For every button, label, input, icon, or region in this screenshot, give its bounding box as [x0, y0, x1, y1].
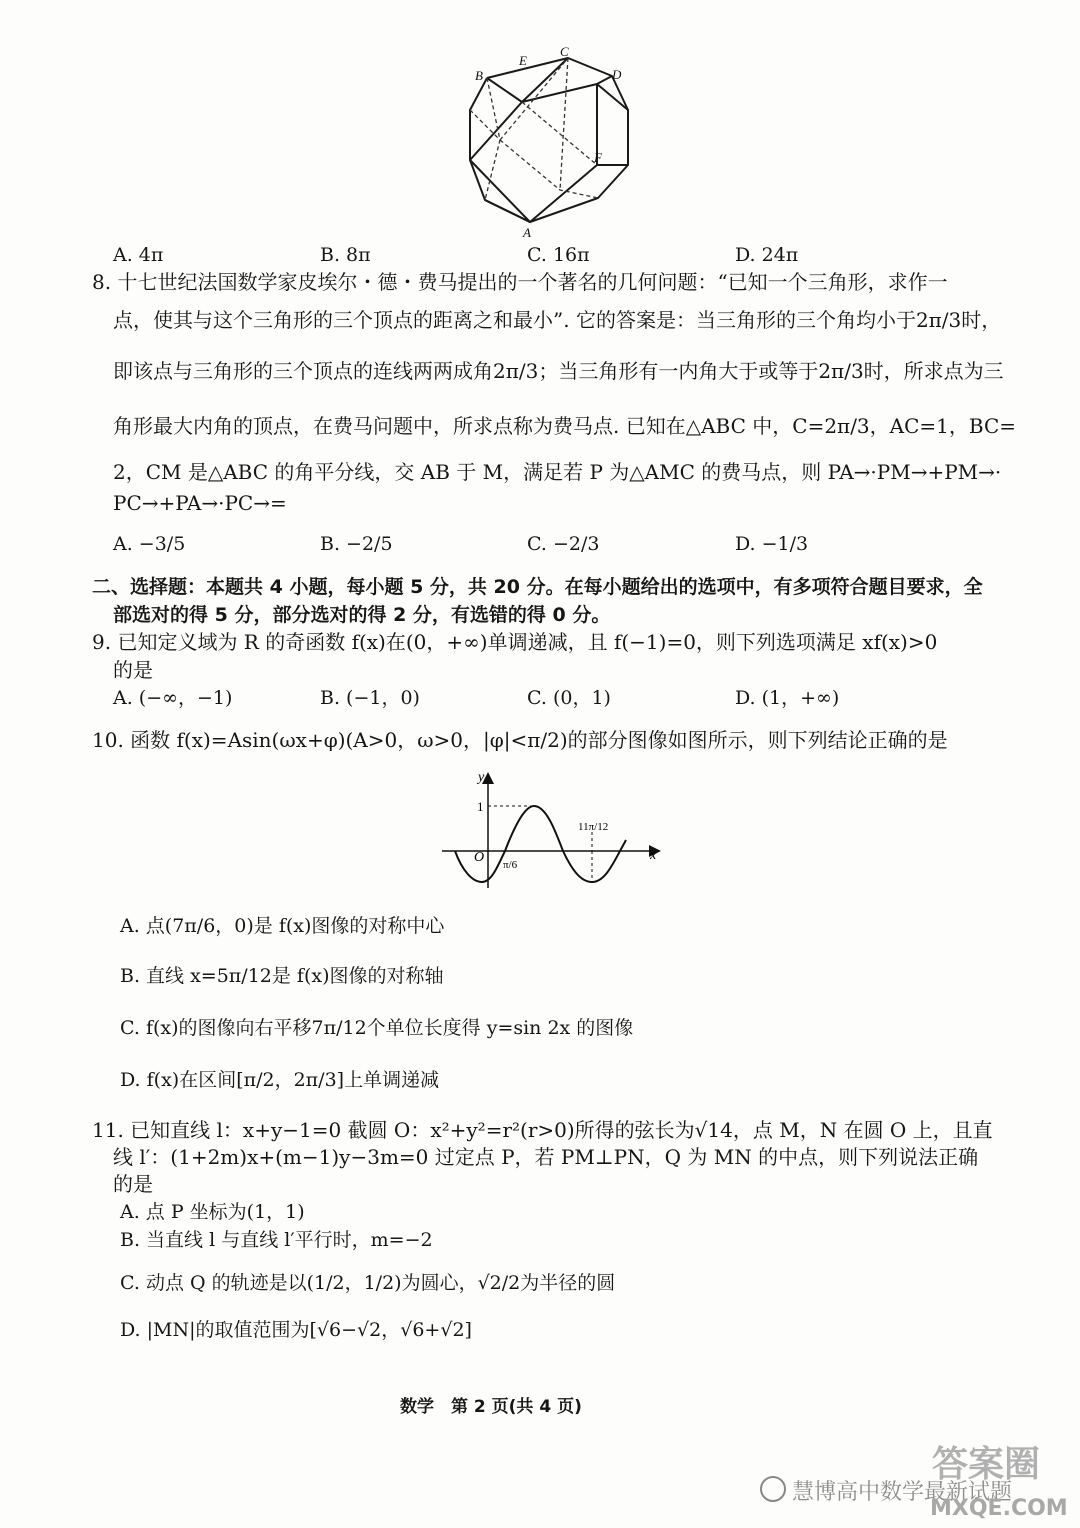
q11-option-d: D. |MN|的取值范围为[√6−√2，√6+√2] [120, 1319, 472, 1341]
q8-line-6: PC→+PA→·PC→= [113, 491, 287, 515]
vertex-label-a: A [523, 225, 531, 240]
q7-option-a: A. 4π [113, 244, 164, 266]
q9-option-c: C. (0，1) [527, 687, 611, 709]
q9-line-2: 的是 [113, 658, 153, 682]
q10-option-d: D. f(x)在区间[π/2，2π/3]上单调递减 [120, 1069, 440, 1091]
sine-curve [455, 806, 626, 882]
q9-line-1: 9. 已知定义域为 R 的奇函数 f(x)在(0，+∞)单调递减，且 f(−1)=0，则下列选项满足 xf(x)>0 [92, 630, 938, 654]
q8-line-4: 角形最大内角的顶点，在费马问题中，所求点称为费马点. 已知在△ABC 中，C=2π/3，AC=1，BC= [113, 414, 1017, 438]
q9-option-d: D. (1，+∞) [735, 687, 840, 709]
q7-option-c: C. 16π [527, 244, 590, 266]
origin-label: O [474, 850, 485, 865]
q11-option-a: A. 点 P 坐标为(1，1) [120, 1201, 305, 1223]
q8-option-d: D. −1/3 [735, 533, 809, 555]
q11-line-3: 的是 [113, 1172, 153, 1196]
page-footer: 数学 第 2 页(共 4 页) [400, 1397, 582, 1417]
q11-line-2: 线 l′：(1+2m)x+(m−1)y−3m=0 过定点 P，若 PM⊥PN，Q 为 MN 的中点，则下列说法正确 [113, 1145, 979, 1169]
q10-option-c: C. f(x)的图像向右平移7π/12个单位长度得 y=sin 2x 的图像 [120, 1017, 634, 1039]
polyhedron-figure [455, 40, 640, 240]
watermark-site: MXQE.COM [930, 1496, 1068, 1521]
q9-option-a: A. (−∞，−1) [113, 687, 233, 709]
watermark-logo: 答案圈 [932, 1444, 1041, 1485]
vertex-label-d: D [612, 67, 622, 82]
section-2-heading-line-2: 部选对的得 5 分，部分选对的得 2 分，有选错的得 0 分。 [113, 604, 611, 626]
watermark-badge-icon [760, 1476, 786, 1502]
q11-option-b: B. 当直线 l 与直线 l′平行时，m=−2 [120, 1229, 433, 1251]
vertex-label-e: E [519, 53, 527, 68]
q10-stem: 10. 函数 f(x)=Asin(ωx+φ)(A>0，ω>0，|φ|<π/2)的部分图像如图所示，则下列结论正确的是 [92, 728, 948, 752]
q8-line-1: 8. 十七世纪法国数学家皮埃尔・德・费马提出的一个著名的几何问题：“已知一个三角形，求作一 [92, 270, 948, 294]
vertex-label-f: F [594, 150, 602, 165]
x-tick-label-right: 11π/12 [578, 821, 609, 833]
vertex-label-c: C [560, 44, 569, 59]
q11-line-1: 11. 已知直线 l：x+y−1=0 截圆 O：x²+y²=r²(r>0)所得的弦长为√14，点 M，N 在圆 O 上，且直 [92, 1118, 993, 1142]
section-2-heading-line-1: 二、选择题：本题共 4 小题，每小题 5 分，共 20 分。在每小题给出的选项中，有多项符合题目要求，全 [92, 576, 983, 598]
q8-option-a: A. −3/5 [113, 533, 186, 555]
q10-option-b: B. 直线 x=5π/12是 f(x)图像的对称轴 [120, 965, 444, 987]
vertex-label-b: B [475, 68, 483, 83]
q11-option-c: C. 动点 Q 的轨迹是以(1/2，1/2)为圆心，√2/2为半径的圆 [120, 1272, 616, 1294]
y-axis-label: y [478, 770, 485, 785]
q8-option-b: B. −2/5 [320, 533, 393, 555]
q10-option-a: A. 点(7π/6，0)是 f(x)图像的对称中心 [120, 915, 445, 937]
x-tick-label-left: π/6 [503, 859, 518, 871]
q8-line-2: 点，使其与这个三角形的三个顶点的距离之和最小”. 它的答案是：当三角形的三个角均小于2π/3时， [113, 308, 1002, 332]
watermark-account: 慧博高中数学最新试题 [792, 1480, 1013, 1505]
q8-line-5: 2，CM 是△ABC 的角平分线，交 AB 于 M，满足若 P 为△AMC 的费马点，则 PA→·PM→+PM→· [113, 460, 1002, 484]
y-tick-label: 1 [477, 799, 484, 814]
q9-option-b: B. (−1，0) [320, 687, 420, 709]
q10-sine-graph [438, 765, 670, 895]
x-axis-label: x [650, 848, 657, 863]
q7-option-d: D. 24π [735, 244, 799, 266]
q8-option-c: C. −2/3 [527, 533, 600, 555]
q8-line-3: 即该点与三角形的三个顶点的连线两两成角2π/3；当三角形有一内角大于或等于2π/3时，所求点为三 [113, 359, 1004, 383]
q7-option-b: B. 8π [320, 244, 371, 266]
